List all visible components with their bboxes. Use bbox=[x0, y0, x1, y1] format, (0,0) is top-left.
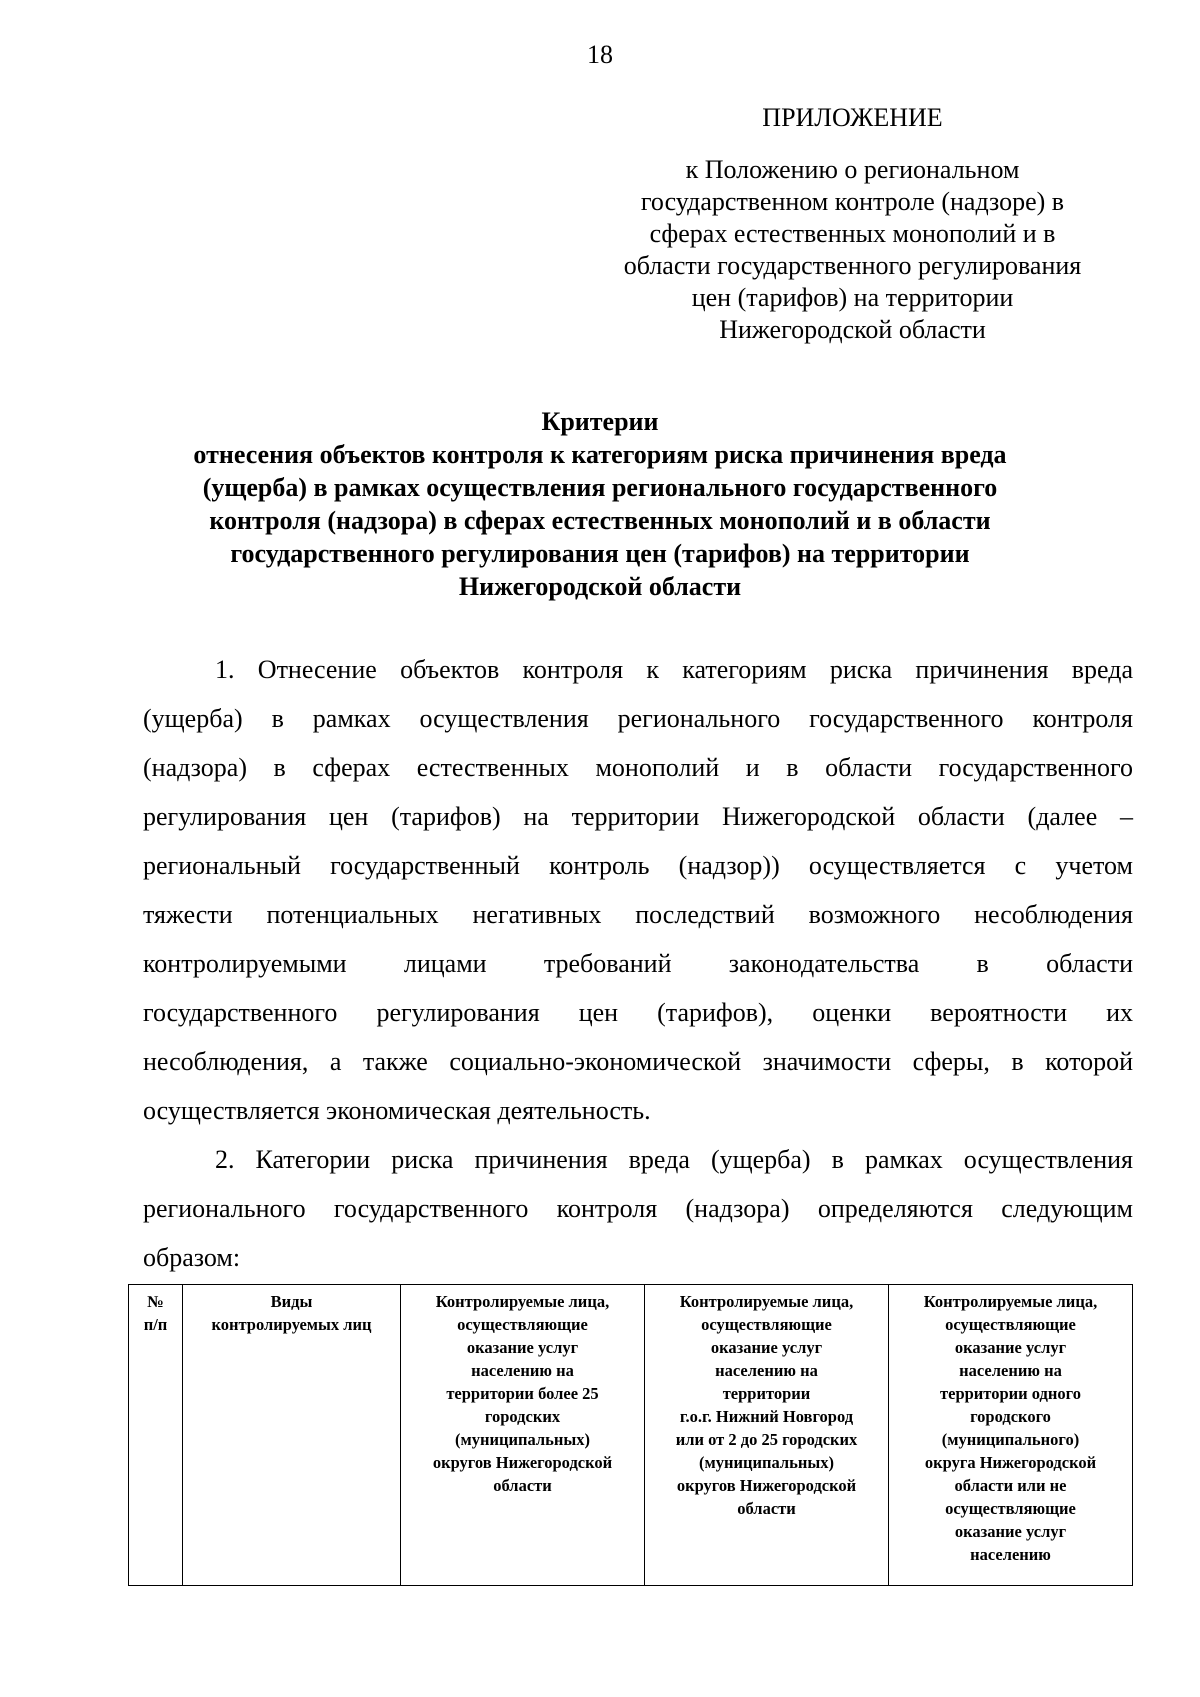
header-2-to-25-districts: Контролируемые лица, осуществляющие оказание услуг населению на территории г.о.г. Нижний Новгород или от 2 до 25 городских (муниципальных) округов Нижегородской области bbox=[645, 1285, 889, 1586]
paragraph-1-line: (ущерба) в рамках осуществления регионального государственного контроля bbox=[143, 704, 1133, 733]
criteria-subtitle-line: государственного регулирования цен (тарифов) на территории bbox=[230, 539, 970, 568]
paragraph-2 bbox=[143, 1135, 1133, 1282]
body-text bbox=[143, 645, 1133, 1282]
table-header-row bbox=[129, 1285, 1133, 1586]
criteria-subtitle-line: контроля (надзора) в сферах естественных монополий и в области bbox=[209, 506, 991, 535]
header-more-than-25-districts: Контролируемые лица, осуществляющие оказание услуг населению на территории более 25 городских (муниципальных) округов Нижегородской области bbox=[401, 1285, 645, 1586]
criteria-subtitle-line: Нижегородской области bbox=[458, 572, 742, 601]
paragraph-1-line: государственного регулирования цен (тарифов), оценки вероятности их bbox=[143, 998, 1133, 1027]
paragraph-1-line: тяжести потенциальных негативных последствий возможного несоблюдения bbox=[143, 900, 1133, 929]
header-one-district: Контролируемые лица, осуществляющие оказание услуг населению на территории одного городского (муниципального) округа Нижегородской области или не осуществляющие оказание услуг населению bbox=[889, 1285, 1133, 1586]
paragraph-1-line: осуществляется экономическая деятельность. bbox=[143, 1096, 651, 1125]
appendix-line: Нижегородской области bbox=[719, 315, 986, 344]
appendix-title: ПРИЛОЖЕНИЕ bbox=[762, 103, 943, 132]
appendix-line: государственном контроле (надзоре) в bbox=[640, 187, 1065, 216]
appendix-line: цен (тарифов) на территории bbox=[691, 283, 1014, 312]
page-number: 18 bbox=[587, 40, 613, 69]
criteria-heading bbox=[130, 405, 1070, 603]
risk-categories-table bbox=[128, 1284, 1133, 1586]
appendix-block bbox=[600, 102, 1105, 346]
paragraph-1-line: региональный государственный контроль (надзор)) осуществляется с учетом bbox=[143, 851, 1133, 880]
paragraph-1-line: несоблюдения, а также социально-экономической значимости сферы, в которой bbox=[143, 1047, 1133, 1076]
paragraph-1-line: контролируемыми лицами требований законодательства в области bbox=[143, 949, 1133, 978]
paragraph-2-line: 2. Категории риска причинения вреда (ущерба) в рамках осуществления bbox=[215, 1145, 1133, 1174]
paragraph-2-line: образом: bbox=[143, 1243, 241, 1272]
appendix-line: к Положению о региональном bbox=[685, 155, 1020, 184]
header-number: № п/п bbox=[129, 1285, 183, 1586]
criteria-title: Критерии bbox=[541, 407, 659, 436]
paragraph-1-line: (надзора) в сферах естественных монополий и в области государственного bbox=[143, 753, 1133, 782]
paragraph-1-line: регулирования цен (тарифов) на территории Нижегородской области (далее – bbox=[143, 802, 1133, 831]
criteria-subtitle-line: отнесения объектов контроля к категориям риска причинения вреда bbox=[193, 440, 1007, 469]
appendix-line: сферах естественных монополий и в bbox=[649, 219, 1056, 248]
header-entity-types: Виды контролируемых лиц bbox=[183, 1285, 401, 1586]
criteria-subtitle-line: (ущерба) в рамках осуществления регионального государственного bbox=[202, 473, 998, 502]
paragraph-2-line: регионального государственного контроля (надзора) определяются следующим bbox=[143, 1194, 1133, 1223]
appendix-line: области государственного регулирования bbox=[623, 251, 1082, 280]
paragraph-1-line: 1. Отнесение объектов контроля к категориям риска причинения вреда bbox=[215, 655, 1133, 684]
paragraph-1 bbox=[143, 645, 1133, 1135]
